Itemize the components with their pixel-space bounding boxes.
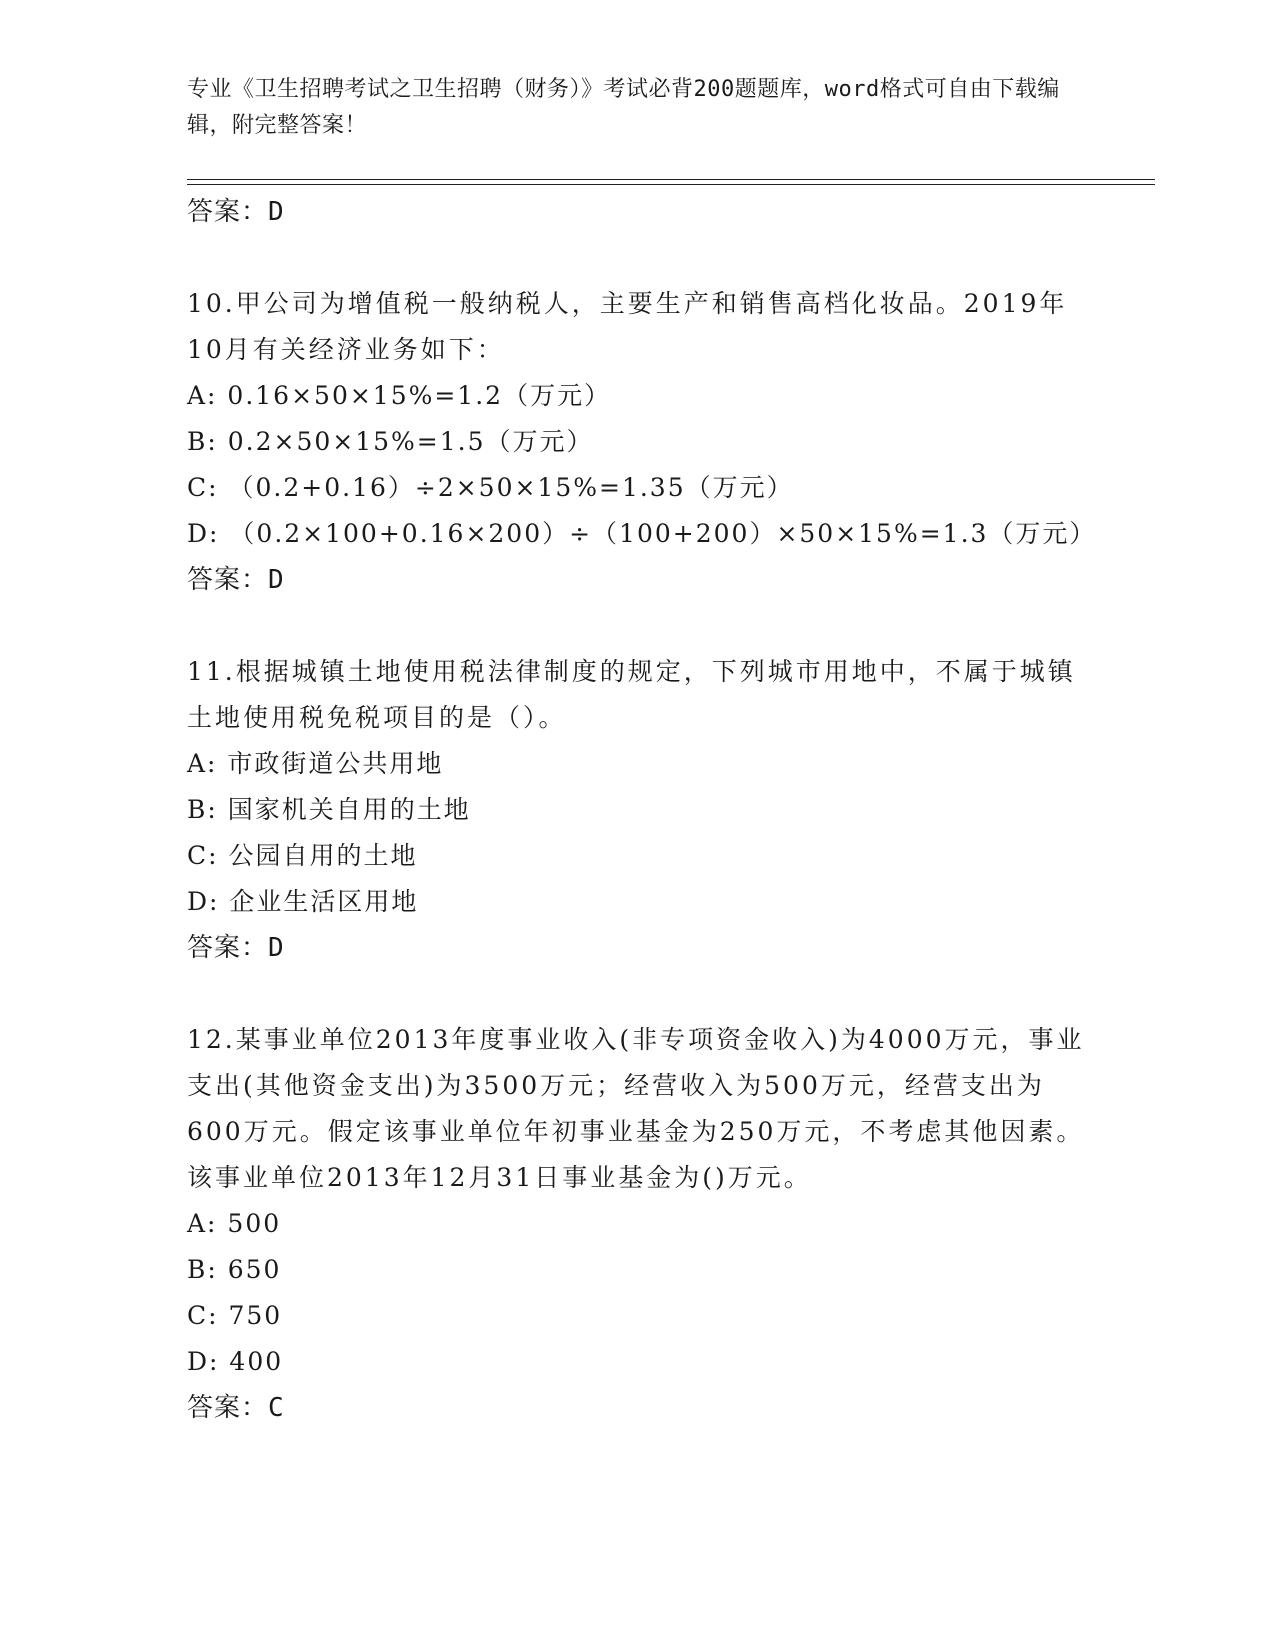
option-c: C: （0.2+0.16）÷2×50×15%=1.35（万元） (187, 473, 794, 502)
spacer (187, 603, 1087, 649)
option-c: C: 公园自用的土地 (187, 841, 418, 870)
option-a: A: 0.16×50×15%=1.2（万元） (187, 381, 612, 410)
option-b: B: 国家机关自用的土地 (187, 795, 471, 824)
option-d: D: 400 (187, 1347, 284, 1376)
header-rule-top (187, 179, 1155, 180)
spacer (187, 971, 1087, 1017)
question-12 (187, 1017, 1087, 1431)
option-a: A: 市政街道公共用地 (187, 749, 444, 778)
header-rule-bottom (187, 184, 1155, 185)
question-text: 12.某事业单位2013年度事业收入(非专项资金收入)为4000万元，事业支出(其他资金支出)为3500万元；经营收入为500万元，经营支出为600万元。假定该事业单位年初事业基金为250万元，不考虑其他因素。该事业单位2013年12月31日事业基金为()万元。 (187, 1025, 1085, 1192)
question-10 (187, 281, 1097, 603)
spacer (187, 235, 1087, 281)
question-text: 11.根据城镇土地使用税法律制度的规定，下列城市用地中，不属于城镇土地使用税免税项目的是（）。 (187, 657, 1076, 732)
previous-answer: 答案：D (187, 197, 285, 227)
question-list (187, 189, 1097, 1431)
option-d: D: 企业生活区用地 (187, 887, 419, 916)
question-text: 10.甲公司为增值税一般纳税人，主要生产和销售高档化妆品。2019年10月有关经济业务如下： (187, 289, 1068, 364)
answer: 答案：D (187, 933, 285, 963)
answer: 答案：D (187, 565, 285, 595)
option-b: B: 650 (187, 1255, 282, 1284)
option-a: A: 500 (187, 1209, 282, 1238)
answer: 答案：C (187, 1393, 285, 1423)
option-c: C: 750 (187, 1301, 283, 1330)
option-b: B: 0.2×50×15%=1.5（万元） (187, 427, 594, 456)
question-11 (187, 649, 1087, 971)
document-header: 专业《卫生招聘考试之卫生招聘（财务）》考试必背200题题库，word格式可自由下载编辑，附完整答案！ (187, 77, 1060, 138)
option-d: D: （0.2×100+0.16×200）÷（100+200）×50×15%=1.3（万元） (187, 519, 1097, 548)
